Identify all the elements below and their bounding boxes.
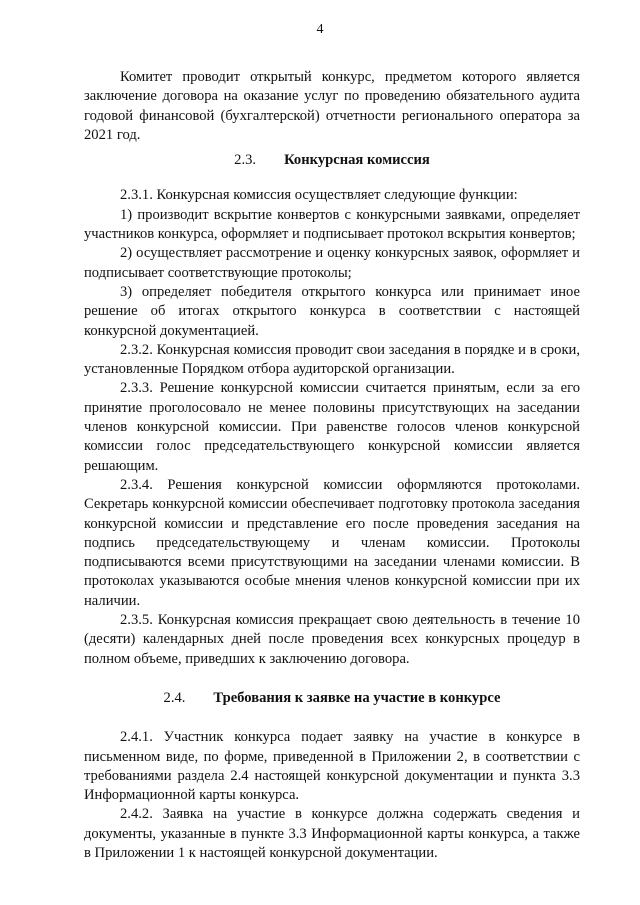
paragraph-item-3: 3) определяет победителя открытого конкурса или принимает иное решение об итогах открытого конкурса в соответствии с настоящей конкурсной документацией. (84, 283, 580, 339)
section-title: Конкурсная комиссия (284, 152, 430, 169)
paragraph-2-4-2: 2.4.2. Заявка на участие в конкурсе должна содержать сведения и документы, указанные в пункте 3.3 Информационной карты конкурса, а также в Приложении 1 к настоящей конкурсной документации. (84, 806, 580, 861)
page-number: 4 (316, 22, 324, 37)
document-body (84, 68, 580, 863)
paragraph-2-3-3: 2.3.3. Решение конкурсной комиссии считается принятым, если за его принятие проголосовало не менее половины присутствующих на заседании членов конкурсной комиссии. При равенстве голосов членов конкурсной комиссии голос председательствующего конкурсной комиссии является решающим. (84, 380, 580, 474)
section-heading-2-4 (84, 689, 580, 708)
paragraph-2-3-4: 2.3.4. Решения конкурсной комиссии оформляются протоколами. Секретарь конкурсной комиссии обеспечивает подготовку протокола заседания конкурсной комиссии и представление его после проведения заседания на подпись председательствующему и членам комиссии. Протоколы подписываются всеми присутствующими на заседании членами комиссии. В протоколах указываются особые мнения членов конкурсной комиссии при их наличии. (84, 476, 580, 609)
paragraph-2-4-1: 2.4.1. Участник конкурса подает заявку на участие в конкурсе в письменном виде, по форме, приведенной в Приложении 2, в соответствии с требованиями раздела 2.4 настоящей конкурсной документации и пункта 3.3 Информационной карты конкурса. (84, 729, 580, 804)
paragraph-item-2: 2) осуществляет рассмотрение и оценку конкурсных заявок, оформляет и подписывает соответствующие протоколы; (84, 245, 580, 281)
intro-paragraph: Комитет проводит открытый конкурс, предметом которого является заключение договора на оказание услуг по проведению обязательного аудита годовой финансовой (бухгалтерской) отчетности регионального оператора за 2021 год. (84, 69, 580, 143)
section-title: Требования к заявке на участие в конкурсе (213, 689, 501, 706)
paragraph-2-3-5: 2.3.5. Конкурсная комиссия прекращает свою деятельность в течение 10 (десяти) календарных дней после проведения всех конкурсных процедур в полном объеме, приведших к заключению договора. (84, 612, 580, 667)
section-number: 2.4. (163, 689, 186, 706)
paragraph-2-3-2: 2.3.2. Конкурсная комиссия проводит свои заседания в порядке и в сроки, установленные Порядком отбора аудиторской организации. (84, 341, 580, 378)
paragraph-item-1: 1) производит вскрытие конвертов с конкурсными заявками, определяет участников конкурса, оформляет и подписывает протокол вскрытия конвертов; (84, 206, 580, 243)
section-number: 2.3. (234, 152, 257, 169)
section-heading-2-3 (84, 151, 580, 170)
paragraph-2-3-1: 2.3.1. Конкурсная комиссия осуществляет следующие функции: (120, 187, 518, 204)
